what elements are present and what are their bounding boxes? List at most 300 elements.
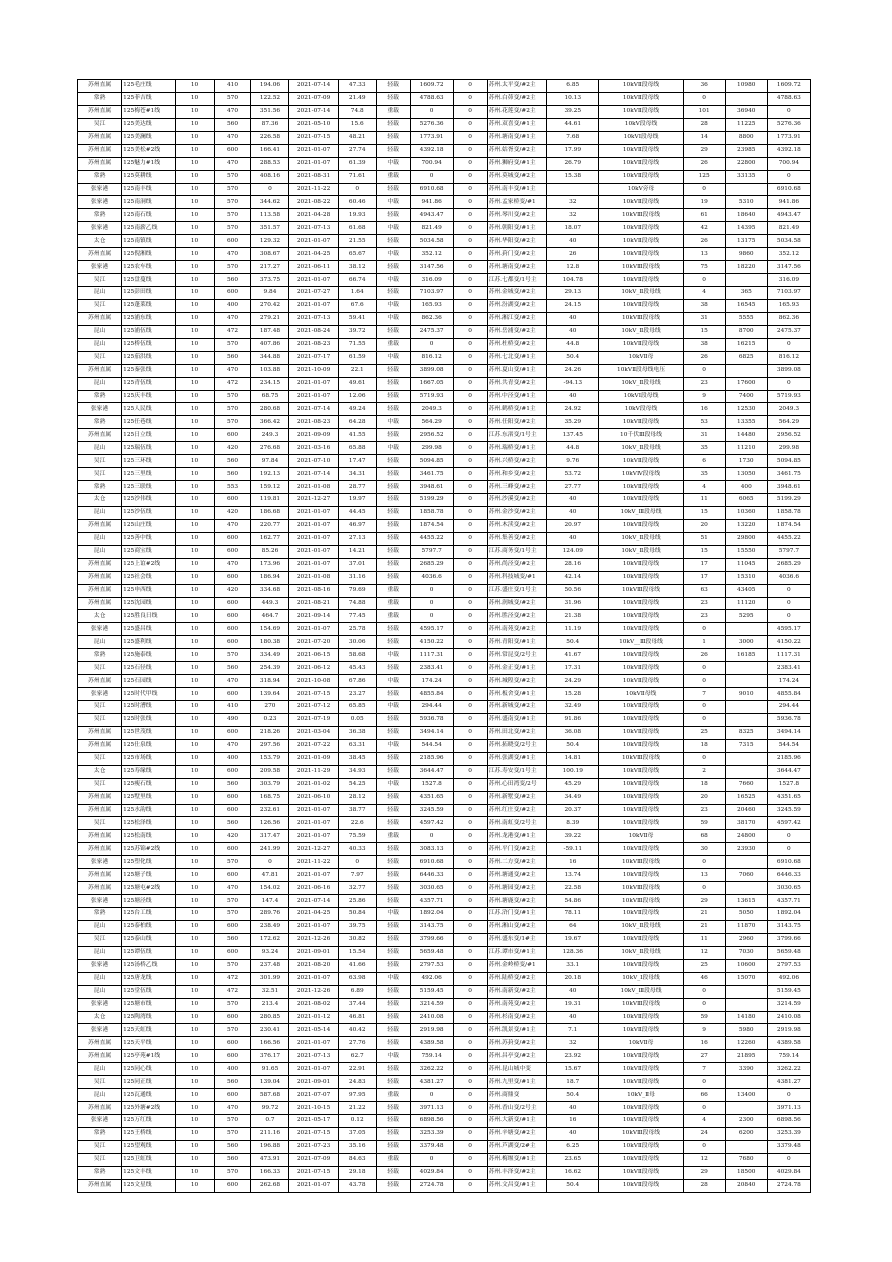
cell-load-rate: 37.44 — [338, 998, 376, 1011]
cell-load-rate: 75.59 — [338, 830, 376, 843]
cell-max-load-date: 2021-07-09 — [289, 1153, 338, 1166]
cell-substation-margin: 15.67 — [547, 1063, 599, 1076]
cell-available-capacity: 1667.05 — [410, 377, 453, 390]
cell-substation-margin: 64 — [547, 920, 599, 933]
cell-installed-capacity: 11210 — [725, 442, 767, 455]
cell-substation: 苏州.南苑变/#2主 — [487, 623, 547, 636]
cell-available-capacity: 492.06 — [410, 972, 453, 985]
cell-remaining-capacity: 6910.68 — [767, 183, 810, 196]
cell-col-10: 0 — [453, 80, 487, 93]
cell-remaining-capacity: 3214.59 — [767, 998, 810, 1011]
cell-installed-capacity — [725, 623, 767, 636]
cell-load-status: 轻载 — [376, 261, 410, 274]
cell-remaining-capacity: 299.98 — [767, 442, 810, 455]
cell-available-capacity: 1609.72 — [410, 80, 453, 93]
cell-load-status: 轻载 — [376, 571, 410, 584]
cell-load-rate: 21.49 — [338, 92, 376, 105]
cell-max-load-date: 2021-07-12 — [289, 701, 338, 714]
cell-region: 苏州直属 — [78, 726, 122, 739]
cell-substation-margin: 39.22 — [547, 830, 599, 843]
cell-load-rate: 29.18 — [338, 1166, 376, 1179]
cell-available-capacity: 0 — [410, 338, 453, 351]
cell-rated-capacity: 410 — [214, 701, 251, 714]
cell-count: 23 — [683, 804, 725, 817]
cell-max-load-date: 2021-01-12 — [289, 1011, 338, 1024]
cell-installed-capacity — [725, 856, 767, 869]
cell-load-rate: 84.63 — [338, 1153, 376, 1166]
cell-region: 昆山 — [78, 545, 122, 558]
cell-installed-capacity — [725, 765, 767, 778]
cell-load-rate: 12.06 — [338, 390, 376, 403]
cell-rated-capacity: 570 — [214, 338, 251, 351]
cell-busbar: 10kVⅡ段母线 — [599, 765, 683, 778]
cell-col-10: 0 — [453, 584, 487, 597]
cell-busbar: 10kVⅡ段母线 — [599, 908, 683, 921]
cell-substation-margin: 41.67 — [547, 649, 599, 662]
cell-substation-margin: 32 — [547, 196, 599, 209]
cell-available-capacity: 3147.56 — [410, 261, 453, 274]
cell-feeder-name: 125墅里线 — [122, 791, 175, 804]
cell-region: 太仓 — [78, 235, 122, 248]
cell-substation: 苏州.南苑变/#2主 — [487, 998, 547, 1011]
cell-col-10: 0 — [453, 532, 487, 545]
cell-remaining-capacity: 492.06 — [767, 972, 810, 985]
cell-count: 26 — [683, 235, 725, 248]
cell-rated-capacity: 600 — [214, 791, 251, 804]
cell-voltage: 10 — [175, 183, 214, 196]
cell-substation: 苏州.华阳变/#2主 — [487, 235, 547, 248]
cell-voltage: 10 — [175, 377, 214, 390]
cell-col-10: 0 — [453, 933, 487, 946]
cell-installed-capacity: 1730 — [725, 455, 767, 468]
cell-load-status: 中载 — [376, 739, 410, 752]
table-row — [78, 869, 811, 882]
cell-remaining-capacity: 3030.65 — [767, 882, 810, 895]
cell-rated-capacity: 420 — [214, 442, 251, 455]
cell-substation: 苏州.润城变/#2主 — [487, 597, 547, 610]
cell-installed-capacity: 14395 — [725, 222, 767, 235]
cell-rated-capacity: 600 — [214, 920, 251, 933]
cell-voltage: 10 — [175, 817, 214, 830]
cell-col-10: 0 — [453, 791, 487, 804]
cell-load-status: 重载 — [376, 338, 410, 351]
cell-col-10: 0 — [453, 920, 487, 933]
cell-feeder-name: 125沈园线 — [122, 597, 175, 610]
cell-remaining-capacity: 0 — [767, 170, 810, 183]
cell-feeder-name: 125南镇线 — [122, 235, 175, 248]
cell-substation: 江苏.盛庄变/1号主 — [487, 584, 547, 597]
cell-max-load: 180.38 — [251, 636, 289, 649]
cell-region: 张家港 — [78, 261, 122, 274]
cell-max-load: 317.47 — [251, 830, 289, 843]
cell-col-10: 0 — [453, 726, 487, 739]
cell-feeder-name: 125塑化线 — [122, 856, 175, 869]
cell-remaining-capacity: 1874.54 — [767, 519, 810, 532]
cell-installed-capacity: 23930 — [725, 843, 767, 856]
cell-voltage: 10 — [175, 1179, 214, 1192]
cell-rated-capacity: 570 — [214, 1127, 251, 1140]
cell-region: 吴江 — [78, 752, 122, 765]
cell-max-load: 186.94 — [251, 571, 289, 584]
cell-load-status: 轻载 — [376, 998, 410, 1011]
cell-load-rate: 15.6 — [338, 118, 376, 131]
cell-feeder-name: 125沙伟线 — [122, 494, 175, 507]
cell-remaining-capacity: 1892.04 — [767, 908, 810, 921]
cell-load-rate: 22.6 — [338, 817, 376, 830]
cell-busbar: 10kVⅡ母 — [599, 351, 683, 364]
table-row — [78, 1102, 811, 1115]
cell-substation-margin: 42.14 — [547, 571, 599, 584]
cell-count: 46 — [683, 972, 725, 985]
cell-substation: 苏州.太平变/#2主 — [487, 80, 547, 93]
cell-col-10: 0 — [453, 274, 487, 287]
cell-voltage: 10 — [175, 1063, 214, 1076]
table-row — [78, 817, 811, 830]
cell-max-load: 153.79 — [251, 752, 289, 765]
cell-remaining-capacity: 6446.33 — [767, 869, 810, 882]
cell-load-rate: 19.97 — [338, 494, 376, 507]
cell-max-load: 464.7 — [251, 610, 289, 623]
cell-region: 吴江 — [78, 1076, 122, 1089]
cell-remaining-capacity: 0 — [767, 377, 810, 390]
cell-substation-margin: 32 — [547, 209, 599, 222]
cell-busbar: 10kVⅢ段母线 — [599, 1127, 683, 1140]
cell-available-capacity: 1874.54 — [410, 519, 453, 532]
cell-max-load: 213.4 — [251, 998, 289, 1011]
table-row — [78, 416, 811, 429]
cell-substation: 苏州.琴川变/#2主 — [487, 209, 547, 222]
cell-available-capacity: 941.86 — [410, 196, 453, 209]
cell-feeder-name: 125市场线 — [122, 752, 175, 765]
cell-substation-margin: 6.25 — [547, 1140, 599, 1153]
cell-substation: 苏州.中泾变/#1主 — [487, 390, 547, 403]
cell-region: 吴江 — [78, 933, 122, 946]
cell-load-rate: 38.45 — [338, 752, 376, 765]
cell-installed-capacity — [725, 882, 767, 895]
cell-max-load: 192.13 — [251, 468, 289, 481]
cell-count: 23 — [683, 610, 725, 623]
cell-substation-margin: 32.49 — [547, 701, 599, 714]
cell-max-load: 270.42 — [251, 299, 289, 312]
cell-voltage: 10 — [175, 299, 214, 312]
cell-load-status: 中载 — [376, 908, 410, 921]
cell-busbar: 10kV_Ⅱ段母线 — [599, 287, 683, 300]
cell-col-10: 0 — [453, 998, 487, 1011]
cell-feeder-name: 125外塘#2线 — [122, 1102, 175, 1115]
cell-voltage: 10 — [175, 739, 214, 752]
cell-region: 吴江 — [78, 1140, 122, 1153]
cell-max-load: 254.39 — [251, 662, 289, 675]
cell-load-rate: 27.76 — [338, 1037, 376, 1050]
cell-installed-capacity: 16215 — [725, 338, 767, 351]
cell-load-rate: 34.93 — [338, 765, 376, 778]
cell-installed-capacity: 3000 — [725, 636, 767, 649]
cell-region: 昆山 — [78, 985, 122, 998]
cell-count: 30 — [683, 843, 725, 856]
cell-voltage: 10 — [175, 1037, 214, 1050]
cell-region: 苏州直属 — [78, 597, 122, 610]
cell-max-load-date: 2021-05-17 — [289, 1115, 338, 1128]
cell-rated-capacity: 470 — [214, 882, 251, 895]
cell-region: 常熟 — [78, 416, 122, 429]
cell-col-10: 0 — [453, 1153, 487, 1166]
cell-max-load: 119.81 — [251, 494, 289, 507]
cell-voltage: 10 — [175, 519, 214, 532]
cell-substation-margin: 50.4 — [547, 739, 599, 752]
cell-voltage: 10 — [175, 248, 214, 261]
cell-substation-margin: 32 — [547, 1037, 599, 1050]
cell-voltage: 10 — [175, 545, 214, 558]
cell-substation: 苏州.青阳变/#1主 — [487, 636, 547, 649]
cell-installed-capacity — [725, 662, 767, 675]
cell-installed-capacity: 11225 — [725, 118, 767, 131]
cell-load-status: 中载 — [376, 972, 410, 985]
cell-voltage: 10 — [175, 946, 214, 959]
cell-remaining-capacity: 3971.13 — [767, 1102, 810, 1115]
cell-substation-margin: 35.29 — [547, 416, 599, 429]
cell-substation-margin: 19.67 — [547, 933, 599, 946]
cell-max-load: 366.42 — [251, 416, 289, 429]
cell-busbar: 10kVⅡ段母线 — [599, 274, 683, 287]
cell-load-status: 轻载 — [376, 481, 410, 494]
cell-rated-capacity: 490 — [214, 713, 251, 726]
cell-substation-margin: 91.86 — [547, 713, 599, 726]
cell-substation-margin: 54.86 — [547, 895, 599, 908]
cell-rated-capacity: 570 — [214, 261, 251, 274]
cell-busbar: 10kVⅡ段母线 — [599, 675, 683, 688]
cell-max-load: 173.96 — [251, 558, 289, 571]
cell-remaining-capacity: 4943.47 — [767, 209, 810, 222]
cell-rated-capacity: 570 — [214, 908, 251, 921]
table-row — [78, 468, 811, 481]
cell-voltage: 10 — [175, 778, 214, 791]
feeder-load-table-page — [77, 79, 811, 1193]
cell-available-capacity: 821.49 — [410, 222, 453, 235]
cell-count: 23 — [683, 377, 725, 390]
cell-voltage: 10 — [175, 1089, 214, 1102]
cell-col-10: 0 — [453, 105, 487, 118]
cell-max-load: 47.81 — [251, 869, 289, 882]
cell-col-10: 0 — [453, 1024, 487, 1037]
cell-installed-capacity: 20460 — [725, 804, 767, 817]
cell-remaining-capacity: 5276.36 — [767, 118, 810, 131]
cell-max-load: 249.3 — [251, 429, 289, 442]
cell-available-capacity: 299.98 — [410, 442, 453, 455]
cell-region: 苏州直属 — [78, 558, 122, 571]
cell-load-status: 轻载 — [376, 1127, 410, 1140]
cell-region: 张家港 — [78, 895, 122, 908]
cell-voltage: 10 — [175, 468, 214, 481]
cell-remaining-capacity: 2685.29 — [767, 558, 810, 571]
cell-installed-capacity — [725, 1140, 767, 1153]
cell-load-status: 中载 — [376, 274, 410, 287]
cell-remaining-capacity: 0 — [767, 1089, 810, 1102]
cell-busbar: 10kV_Ⅱ段母线 — [599, 946, 683, 959]
cell-max-load-date: 2021-07-10 — [289, 455, 338, 468]
cell-voltage: 10 — [175, 1115, 214, 1128]
cell-max-load: 262.68 — [251, 1179, 289, 1192]
cell-feeder-name: 125堂伍线 — [122, 985, 175, 998]
cell-busbar: 10kVⅢ段母线 — [599, 752, 683, 765]
cell-busbar: 10kVⅡ母 — [599, 830, 683, 843]
cell-installed-capacity: 36940 — [725, 105, 767, 118]
cell-load-rate: 0 — [338, 183, 376, 196]
cell-substation: 苏州.任阳变/#2主 — [487, 416, 547, 429]
cell-col-10: 0 — [453, 688, 487, 701]
cell-installed-capacity: 24800 — [725, 830, 767, 843]
cell-rated-capacity: 470 — [214, 1102, 251, 1115]
table-row — [78, 351, 811, 364]
cell-load-rate: 38.12 — [338, 261, 376, 274]
cell-load-status: 中载 — [376, 416, 410, 429]
cell-busbar: 10kVⅡ段母线 — [599, 157, 683, 170]
cell-load-status: 轻载 — [376, 688, 410, 701]
cell-col-10: 0 — [453, 610, 487, 623]
cell-load-status: 轻载 — [376, 1063, 410, 1076]
cell-max-load: 166.33 — [251, 1166, 289, 1179]
cell-substation-margin: 19.31 — [547, 998, 599, 1011]
cell-substation: 苏州.孟家桥变/#1 — [487, 196, 547, 209]
cell-installed-capacity: 15550 — [725, 545, 767, 558]
cell-remaining-capacity: 544.54 — [767, 739, 810, 752]
cell-substation-margin: 6.85 — [547, 80, 599, 93]
cell-load-status: 轻载 — [376, 1166, 410, 1179]
cell-installed-capacity: 13220 — [725, 519, 767, 532]
cell-col-10: 0 — [453, 364, 487, 377]
cell-substation: 苏州.尚泾变/#2主 — [487, 558, 547, 571]
cell-busbar: 10kVⅢ段母线 — [599, 882, 683, 895]
cell-busbar: 10kVⅡ段母线 — [599, 1011, 683, 1024]
cell-load-rate: 44.45 — [338, 506, 376, 519]
cell-load-rate: 1.64 — [338, 287, 376, 300]
cell-available-capacity: 4597.42 — [410, 817, 453, 830]
cell-substation: 江苏.七都变/1号主 — [487, 274, 547, 287]
cell-substation: 苏州.狮府变/#1主 — [487, 157, 547, 170]
cell-count: 19 — [683, 196, 725, 209]
cell-substation-margin: 7.1 — [547, 1024, 599, 1037]
cell-busbar: 10kV_Ⅱ段母线 — [599, 920, 683, 933]
cell-max-load-date: 2021-07-20 — [289, 636, 338, 649]
cell-load-status: 中载 — [376, 351, 410, 364]
cell-busbar: 10kVⅢ段母线 — [599, 261, 683, 274]
cell-feeder-name: 125石园线 — [122, 675, 175, 688]
cell-col-10: 0 — [453, 752, 487, 765]
cell-max-load-date: 2021-03-16 — [289, 442, 338, 455]
cell-busbar: 10kV__Ⅲ段母线 — [599, 636, 683, 649]
cell-load-status: 轻载 — [376, 364, 410, 377]
cell-region: 昆山 — [78, 920, 122, 933]
cell-remaining-capacity: 821.49 — [767, 222, 810, 235]
cell-available-capacity: 5034.58 — [410, 235, 453, 248]
cell-voltage: 10 — [175, 351, 214, 364]
cell-max-load: 91.65 — [251, 1063, 289, 1076]
table-row — [78, 287, 811, 300]
cell-region: 苏州直属 — [78, 882, 122, 895]
cell-count: 4 — [683, 481, 725, 494]
cell-substation: 苏州.盛南变/#1主 — [487, 713, 547, 726]
table-row — [78, 209, 811, 222]
cell-substation-margin: 20.97 — [547, 519, 599, 532]
cell-load-status: 轻载 — [376, 856, 410, 869]
cell-feeder-name: 125三联线 — [122, 481, 175, 494]
cell-feeder-name: 125善中线 — [122, 532, 175, 545]
cell-count: 15 — [683, 325, 725, 338]
cell-substation: 苏州.湘江变/#2主 — [487, 312, 547, 325]
cell-rated-capacity: 600 — [214, 1179, 251, 1192]
cell-load-status: 轻载 — [376, 1076, 410, 1089]
cell-col-10: 0 — [453, 416, 487, 429]
cell-count: 0 — [683, 623, 725, 636]
cell-feeder-name: 125上谊#2线 — [122, 558, 175, 571]
cell-load-rate: 28.77 — [338, 481, 376, 494]
cell-substation: 苏州.塘园变/#2主 — [487, 882, 547, 895]
cell-substation-margin: 29.13 — [547, 287, 599, 300]
cell-rated-capacity: 470 — [214, 739, 251, 752]
cell-region: 苏州直属 — [78, 1102, 122, 1115]
cell-max-load-date: 2021-08-31 — [289, 170, 338, 183]
cell-max-load: 99.72 — [251, 1102, 289, 1115]
cell-col-10: 0 — [453, 778, 487, 791]
cell-installed-capacity: 23985 — [725, 144, 767, 157]
cell-max-load-date: 2021-12-26 — [289, 985, 338, 998]
cell-feeder-name: 125时代甲线 — [122, 688, 175, 701]
cell-available-capacity: 165.93 — [410, 299, 453, 312]
cell-voltage: 10 — [175, 649, 214, 662]
cell-count: 1 — [683, 636, 725, 649]
cell-region: 昆山 — [78, 636, 122, 649]
cell-remaining-capacity: 0 — [767, 1153, 810, 1166]
cell-installed-capacity: 43405 — [725, 584, 767, 597]
cell-busbar: 10kVⅡ段母线 — [599, 170, 683, 183]
cell-substation-margin: 31.96 — [547, 597, 599, 610]
cell-load-status: 重载 — [376, 1153, 410, 1166]
cell-substation-margin: 50.4 — [547, 636, 599, 649]
cell-voltage: 10 — [175, 998, 214, 1011]
cell-remaining-capacity: 1609.72 — [767, 80, 810, 93]
cell-region: 苏州直属 — [78, 675, 122, 688]
cell-installed-capacity: 8800 — [725, 131, 767, 144]
cell-max-load-date: 2021-01-07 — [289, 519, 338, 532]
cell-substation-margin: 15.28 — [547, 688, 599, 701]
cell-installed-capacity — [725, 1076, 767, 1089]
cell-load-rate: 21.55 — [338, 235, 376, 248]
cell-remaining-capacity: 0 — [767, 597, 810, 610]
cell-busbar: 10kVⅢ段母线 — [599, 209, 683, 222]
cell-busbar: 10kVⅡ段母线 — [599, 713, 683, 726]
cell-load-rate: 39.75 — [338, 920, 376, 933]
cell-remaining-capacity: 174.24 — [767, 675, 810, 688]
cell-available-capacity: 0 — [410, 1089, 453, 1102]
cell-available-capacity: 2797.53 — [410, 959, 453, 972]
cell-col-10: 0 — [453, 455, 487, 468]
cell-load-status: 轻载 — [376, 519, 410, 532]
cell-substation-margin: 39.25 — [547, 105, 599, 118]
table-row — [78, 196, 811, 209]
cell-count: 26 — [683, 351, 725, 364]
cell-installed-capacity: 12530 — [725, 403, 767, 416]
cell-remaining-capacity: 0 — [767, 338, 810, 351]
cell-load-status: 轻载 — [376, 1102, 410, 1115]
cell-col-10: 0 — [453, 571, 487, 584]
cell-substation: 苏州.昆山城中变 — [487, 1063, 547, 1076]
cell-available-capacity: 3083.13 — [410, 843, 453, 856]
cell-substation-margin: 17.31 — [547, 662, 599, 675]
cell-load-status: 轻载 — [376, 713, 410, 726]
table-row — [78, 946, 811, 959]
cell-max-load-date: 2021-01-07 — [289, 235, 338, 248]
table-row — [78, 610, 811, 623]
cell-available-capacity: 0 — [410, 830, 453, 843]
